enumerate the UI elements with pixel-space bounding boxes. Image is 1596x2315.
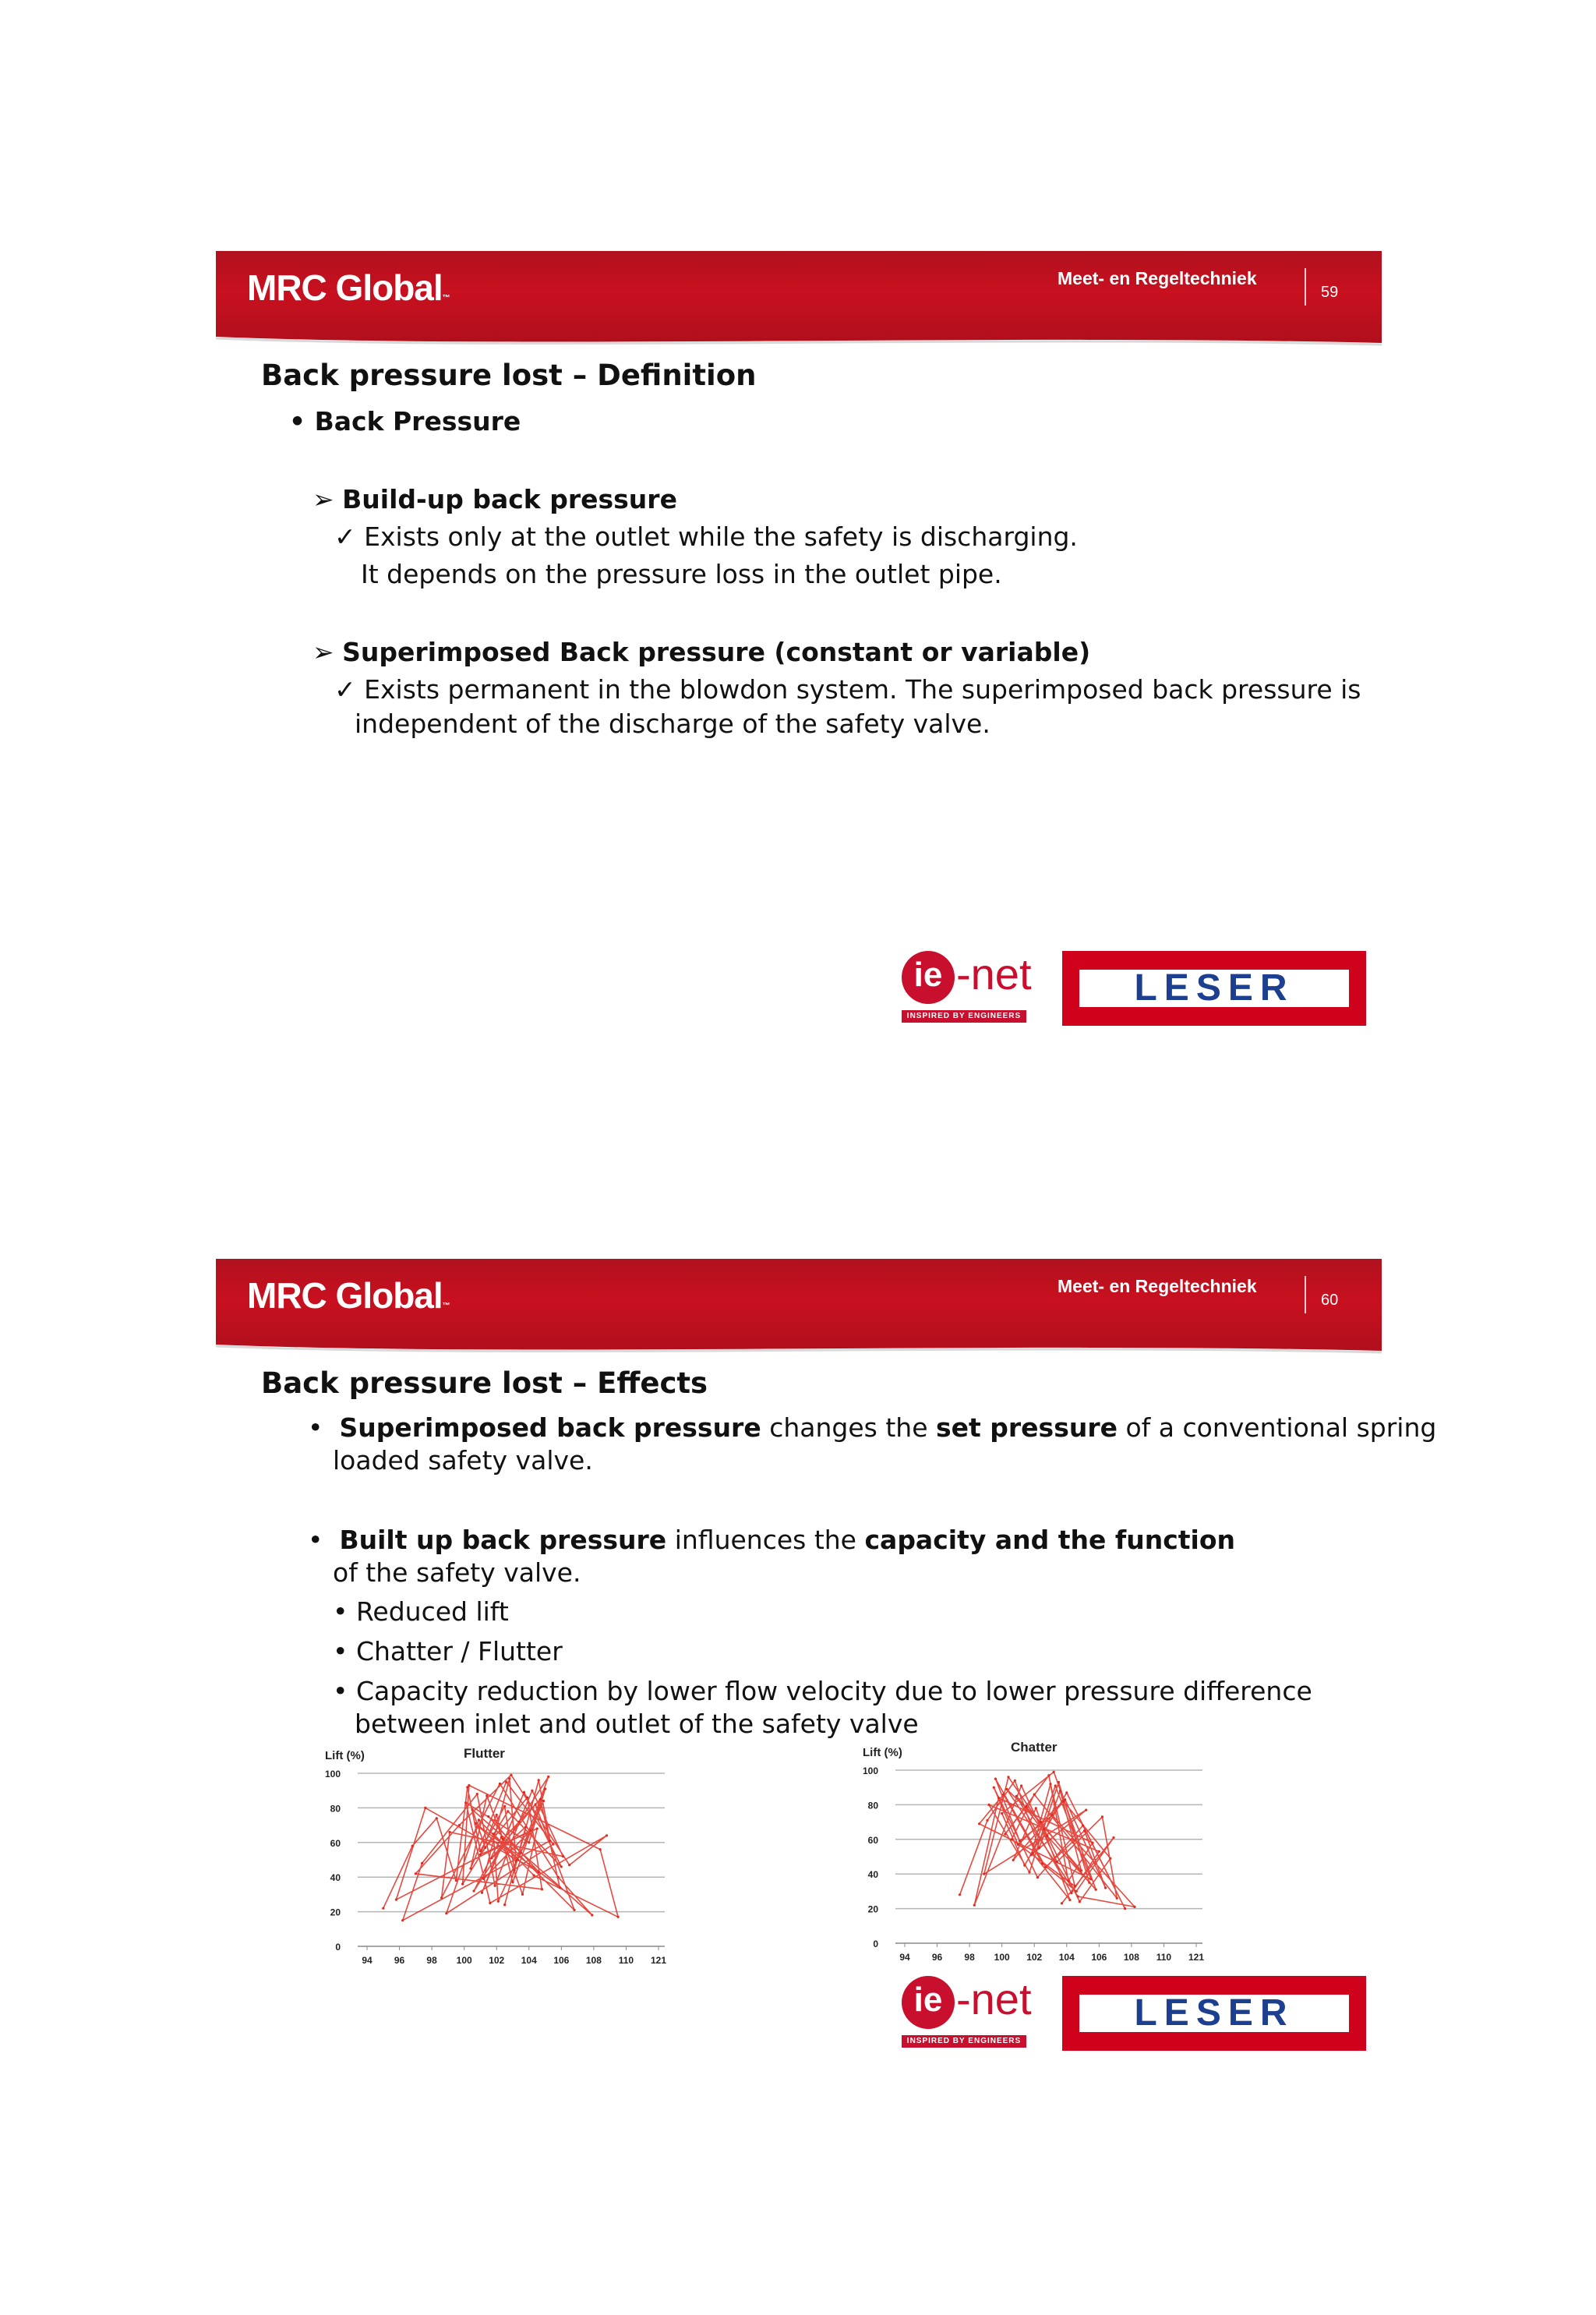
x-tick-label: 104 xyxy=(1058,1952,1075,1963)
data-point xyxy=(1001,1812,1003,1815)
mrc-global-logo: MRC Global™ xyxy=(247,267,450,308)
data-point xyxy=(1074,1885,1076,1887)
data-point xyxy=(494,1885,496,1887)
data-point xyxy=(591,1914,593,1916)
y-tick-label: 0 xyxy=(873,1939,878,1949)
series-line xyxy=(960,1772,1135,1908)
leser-logo: LESER xyxy=(1062,1976,1366,2051)
data-point xyxy=(395,1899,397,1901)
data-point xyxy=(503,1903,506,1906)
data-point xyxy=(523,1791,525,1794)
header-bar xyxy=(216,1259,1382,1351)
data-point xyxy=(1067,1880,1069,1882)
data-point xyxy=(440,1896,443,1899)
y-axis-label: Lift (%) xyxy=(863,1746,902,1759)
data-point xyxy=(1059,1790,1061,1792)
data-point xyxy=(599,1848,602,1850)
header-bar xyxy=(216,251,1382,343)
data-point xyxy=(1007,1776,1009,1778)
data-point xyxy=(1017,1843,1019,1846)
data-point xyxy=(1091,1842,1093,1844)
data-point xyxy=(1004,1833,1006,1836)
data-point xyxy=(1070,1892,1072,1894)
data-point xyxy=(1064,1798,1066,1801)
chatter-chart xyxy=(855,1739,1213,1973)
data-point xyxy=(1035,1807,1037,1809)
data-point xyxy=(1095,1889,1097,1891)
data-point xyxy=(489,1902,491,1904)
header-divider xyxy=(1305,268,1306,306)
data-point xyxy=(547,1776,549,1778)
data-point xyxy=(1088,1882,1090,1884)
sub-item-reduced-lift: • Reduced lift xyxy=(333,1596,509,1627)
data-point xyxy=(421,1862,423,1864)
data-point xyxy=(552,1843,554,1845)
data-point xyxy=(1043,1828,1045,1830)
data-point xyxy=(484,1847,486,1849)
data-point xyxy=(1032,1852,1034,1854)
data-point xyxy=(436,1817,438,1819)
ienet-logo: ie -net INSPIRED BY ENGINEERS xyxy=(902,951,1034,1037)
sub-item-capacity-reduction: • Capacity reduction by lower flow velocity due to lower pressure difference xyxy=(333,1676,1312,1706)
x-tick-label: 98 xyxy=(964,1952,975,1963)
data-point xyxy=(490,1857,493,1859)
x-tick-label: 106 xyxy=(1091,1952,1107,1963)
x-tick-label: 100 xyxy=(456,1955,472,1966)
data-point xyxy=(478,1818,480,1821)
data-point xyxy=(401,1919,404,1921)
data-point xyxy=(1104,1886,1107,1889)
x-tick-label: 102 xyxy=(489,1955,505,1966)
data-point xyxy=(1025,1805,1027,1808)
data-point xyxy=(1002,1794,1005,1796)
data-point xyxy=(994,1778,997,1780)
data-point xyxy=(468,1784,470,1787)
data-point xyxy=(1089,1878,1092,1880)
data-point xyxy=(508,1777,510,1780)
data-point xyxy=(987,1804,990,1806)
series-line xyxy=(383,1775,618,1921)
data-point xyxy=(1083,1829,1086,1832)
bullet-back-pressure: • Back Pressure xyxy=(289,406,521,436)
data-point xyxy=(1023,1864,1026,1867)
page-number: 60 xyxy=(1321,1292,1339,1309)
data-point xyxy=(1047,1774,1050,1776)
data-point xyxy=(411,1845,414,1847)
slide-title: Back pressure lost – Effects xyxy=(261,1366,708,1400)
superimposed-line-2: independent of the discharge of the safety valve. xyxy=(355,709,990,739)
x-tick-label: 94 xyxy=(899,1952,910,1963)
data-point xyxy=(538,1871,540,1873)
data-point xyxy=(973,1904,976,1907)
data-point xyxy=(529,1829,531,1832)
x-tick-label: 110 xyxy=(1156,1952,1172,1963)
data-point xyxy=(455,1879,457,1882)
data-point xyxy=(487,1815,489,1818)
build-up-line-2: It depends on the pressure loss in the outlet pipe. xyxy=(361,559,1002,589)
x-tick-label: 106 xyxy=(553,1955,570,1966)
mrc-global-logo: MRC Global™ xyxy=(247,1275,450,1316)
effect-superimposed-line-2: loaded safety valve. xyxy=(333,1445,593,1476)
x-tick-label: 104 xyxy=(521,1955,537,1966)
data-point xyxy=(510,1774,512,1776)
data-point xyxy=(541,1888,543,1890)
x-tick-label: 98 xyxy=(426,1955,437,1966)
data-point xyxy=(497,1900,500,1903)
data-point xyxy=(1005,1788,1008,1790)
data-point xyxy=(544,1787,546,1790)
data-point xyxy=(514,1869,516,1871)
data-point xyxy=(503,1805,506,1808)
data-point xyxy=(1065,1791,1068,1794)
subheading-superimposed: ➢ Superimposed Back pressure (constant or variable) xyxy=(312,637,1091,667)
data-point xyxy=(475,1822,477,1825)
x-tick-label: 96 xyxy=(931,1952,943,1963)
data-point xyxy=(986,1819,988,1822)
data-point xyxy=(1124,1907,1126,1910)
data-point xyxy=(1019,1840,1021,1842)
data-point xyxy=(531,1790,533,1792)
data-point xyxy=(481,1892,483,1894)
chart-title: Chatter xyxy=(1011,1740,1058,1755)
superimposed-line-1: ✓ Exists permanent in the blowdon system. The superimposed back pressure is xyxy=(334,674,1361,705)
data-point xyxy=(1049,1783,1051,1785)
data-point xyxy=(1061,1902,1063,1904)
y-tick-label: 20 xyxy=(330,1907,341,1918)
data-point xyxy=(520,1852,522,1854)
data-point xyxy=(500,1836,503,1839)
x-tick-label: 102 xyxy=(1026,1952,1043,1963)
data-point xyxy=(1075,1890,1078,1893)
data-point xyxy=(471,1808,474,1811)
y-tick-label: 100 xyxy=(862,1765,878,1776)
data-point xyxy=(1028,1871,1030,1873)
data-point xyxy=(568,1864,570,1866)
data-point xyxy=(1101,1815,1103,1818)
data-point xyxy=(1012,1859,1015,1861)
header-wave xyxy=(216,1340,1382,1359)
data-point xyxy=(482,1878,485,1880)
effect-built-up: • Built up back pressure influences the capacity and the function xyxy=(308,1525,1236,1555)
y-tick-label: 40 xyxy=(330,1872,341,1884)
y-tick-label: 40 xyxy=(867,1869,878,1881)
effect-built-up-line-2: of the safety valve. xyxy=(333,1557,581,1588)
data-point xyxy=(1054,1784,1057,1787)
data-point xyxy=(560,1865,563,1868)
data-point xyxy=(1036,1876,1039,1879)
data-point xyxy=(1044,1866,1047,1868)
x-tick-label: 108 xyxy=(1123,1952,1139,1963)
data-point xyxy=(486,1794,488,1797)
effect-superimposed: • Superimposed back pressure changes the set pressure of a conventional spring xyxy=(308,1412,1437,1443)
data-point xyxy=(536,1827,538,1829)
data-point xyxy=(1133,1906,1135,1908)
data-point xyxy=(573,1909,575,1911)
leser-logo: LESER xyxy=(1062,951,1366,1026)
data-point xyxy=(1068,1899,1071,1901)
data-point xyxy=(538,1779,540,1781)
data-point xyxy=(493,1833,495,1835)
data-point xyxy=(1082,1824,1084,1826)
data-point xyxy=(448,1831,450,1833)
data-point xyxy=(1041,1862,1043,1864)
data-point xyxy=(499,1783,501,1785)
data-point xyxy=(1014,1780,1016,1782)
y-tick-label: 20 xyxy=(867,1903,878,1915)
data-point xyxy=(1112,1836,1114,1839)
x-tick-label: 100 xyxy=(994,1952,1010,1963)
data-point xyxy=(1011,1838,1013,1840)
x-tick-label: 110 xyxy=(618,1955,634,1966)
y-axis-label: Lift (%) xyxy=(325,1749,365,1762)
data-point xyxy=(505,1781,507,1783)
data-point xyxy=(542,1800,545,1802)
data-point xyxy=(518,1821,521,1823)
data-point xyxy=(1077,1896,1079,1898)
data-point xyxy=(606,1834,608,1836)
data-point xyxy=(1085,1809,1087,1811)
data-point xyxy=(1098,1850,1100,1853)
y-tick-label: 60 xyxy=(867,1834,878,1846)
data-point xyxy=(1020,1784,1022,1787)
data-point xyxy=(476,1793,478,1795)
y-tick-label: 80 xyxy=(867,1800,878,1811)
data-point xyxy=(1079,1900,1081,1903)
subheading-build-up: ➢ Build-up back pressure xyxy=(312,484,677,514)
chart-title: Flutter xyxy=(464,1746,505,1761)
data-point xyxy=(959,1893,961,1896)
data-point xyxy=(1040,1821,1042,1823)
data-point xyxy=(998,1797,1000,1799)
header-tagline: Meet- en Regeltechniek xyxy=(1058,1276,1257,1296)
header-tagline: Meet- en Regeltechniek xyxy=(1058,268,1257,288)
data-point xyxy=(524,1825,527,1828)
data-point xyxy=(1109,1857,1111,1860)
data-point xyxy=(532,1874,535,1876)
data-point xyxy=(415,1872,417,1875)
slide-60 xyxy=(216,1259,1437,2066)
x-tick-label: 96 xyxy=(394,1955,405,1966)
data-point xyxy=(521,1893,524,1896)
data-point xyxy=(557,1876,560,1879)
data-point xyxy=(424,1807,426,1809)
build-up-line-1: ✓ Exists only at the outlet while the safety is discharging. xyxy=(334,521,1078,552)
data-point xyxy=(1051,1814,1054,1816)
data-point xyxy=(1080,1869,1082,1871)
flutter-chart xyxy=(317,1742,676,1976)
data-point xyxy=(535,1803,537,1805)
x-tick-label: 94 xyxy=(362,1955,373,1966)
slide-59 xyxy=(216,251,1382,1059)
data-point xyxy=(1038,1847,1040,1849)
y-tick-label: 80 xyxy=(330,1803,341,1815)
data-point xyxy=(382,1907,384,1910)
data-point xyxy=(559,1886,561,1889)
data-point xyxy=(464,1801,467,1804)
data-point xyxy=(617,1916,620,1918)
data-point xyxy=(507,1810,509,1812)
data-point xyxy=(511,1881,514,1883)
data-point xyxy=(515,1861,517,1863)
data-point xyxy=(1116,1897,1118,1900)
page-number: 59 xyxy=(1321,284,1339,301)
data-point xyxy=(1015,1795,1018,1797)
x-tick-label: 121 xyxy=(650,1955,667,1966)
y-tick-label: 100 xyxy=(324,1769,341,1780)
data-point xyxy=(1046,1835,1048,1837)
data-point xyxy=(461,1883,464,1886)
data-point xyxy=(983,1873,985,1875)
slide-title: Back pressure lost – Definition xyxy=(261,359,757,392)
data-point xyxy=(539,1798,542,1801)
data-point xyxy=(993,1787,995,1789)
ienet-logo: ie -net INSPIRED BY ENGINEERS xyxy=(902,1976,1034,2062)
data-point xyxy=(479,1850,482,1852)
data-point xyxy=(978,1822,980,1825)
data-point xyxy=(526,1797,528,1799)
header-wave xyxy=(216,332,1382,351)
header-divider xyxy=(1305,1276,1306,1313)
data-point xyxy=(473,1889,475,1892)
data-point xyxy=(528,1841,530,1843)
data-point xyxy=(458,1824,461,1826)
y-tick-label: 0 xyxy=(335,1942,341,1953)
data-point xyxy=(549,1840,551,1842)
data-point xyxy=(496,1814,498,1816)
data-point xyxy=(562,1855,564,1857)
x-tick-label: 108 xyxy=(585,1955,602,1966)
data-point xyxy=(445,1912,447,1914)
data-point xyxy=(479,1854,482,1856)
data-point xyxy=(1053,1771,1055,1773)
x-tick-label: 121 xyxy=(1188,1952,1205,1963)
data-point xyxy=(1033,1794,1036,1796)
sub-item-chatter-flutter: • Chatter / Flutter xyxy=(333,1636,563,1666)
sub-item-capacity-line-2: between inlet and outlet of the safety valve xyxy=(355,1709,919,1739)
data-point xyxy=(1058,1781,1060,1783)
data-point xyxy=(1056,1861,1058,1863)
data-point xyxy=(469,1868,471,1870)
y-tick-label: 60 xyxy=(330,1837,341,1849)
